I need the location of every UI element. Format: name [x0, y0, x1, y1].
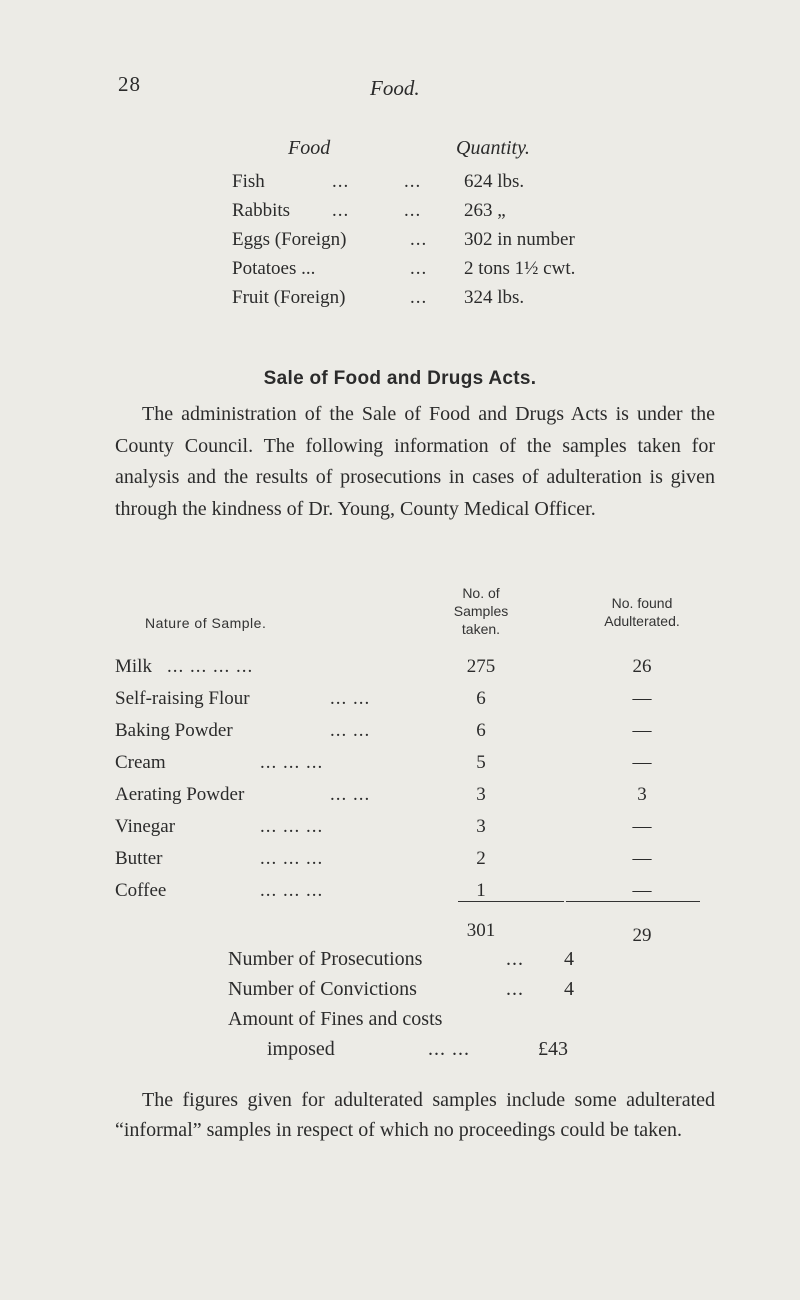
prosecutions-label: Number of Prosecutions: [228, 948, 423, 970]
leader-dots: ... ... ... ...: [167, 656, 254, 677]
running-title: Food.: [370, 76, 420, 100]
table-row: [115, 784, 715, 816]
samples-taken: 2: [476, 848, 486, 869]
prosecution-summary: [228, 948, 628, 1068]
sample-name: Cream: [115, 752, 166, 773]
leader-dots: ... ... ...: [260, 848, 324, 869]
col-adulterated-header: No. found Adulterated.: [604, 595, 680, 629]
total-samples-taken: 301: [466, 920, 496, 941]
sample-name: Vinegar: [115, 816, 176, 837]
leader-dots: ... ...: [428, 1038, 470, 1060]
table-row: [115, 688, 715, 720]
table-row: [115, 880, 715, 912]
footnote: The figures given for adulterated samples include some adulterated “informal” samples in respect of which no proceedings could be taken.: [115, 1089, 715, 1141]
leader-dots: ...: [332, 200, 350, 221]
leader-dots: ... ... ...: [260, 880, 324, 901]
food-quantity-table: [232, 135, 692, 316]
convictions-label: Number of Convictions: [228, 978, 417, 1000]
total-rule-adulterated: [566, 901, 700, 902]
samples-taken: 3: [476, 816, 486, 837]
col-nature-header: Nature of Sample.: [145, 615, 267, 631]
sample-name: Milk: [115, 656, 152, 677]
fines-imposed-label: imposed: [267, 1038, 335, 1060]
leader-dots: ...: [332, 171, 350, 192]
food-name: Eggs (Foreign): [232, 229, 347, 250]
col-taken-header: No. of Samples taken.: [453, 585, 509, 637]
fines-row: [228, 1008, 628, 1038]
leader-dots: ... ...: [330, 784, 371, 805]
samples-taken: 6: [476, 720, 486, 741]
leader-dots: ... ... ...: [260, 752, 324, 773]
samples-adulterated: —: [632, 880, 652, 901]
table-row: [232, 200, 692, 229]
section-title: Sale of Food and Drugs Acts.: [263, 368, 537, 389]
page-number: 28: [118, 72, 141, 96]
col-quantity-header: Quantity.: [456, 137, 530, 159]
table-row: [115, 752, 715, 784]
food-table-header: [232, 135, 692, 171]
food-quantity: 324 lbs.: [464, 287, 525, 308]
leader-dots: ... ...: [330, 720, 371, 741]
food-quantity: 2 tons 1½ cwt.: [464, 258, 576, 279]
food-name: Potatoes ...: [232, 258, 316, 279]
prosecutions-row: [228, 948, 628, 978]
leader-dots: ...: [506, 948, 524, 970]
samples-adulterated: —: [632, 720, 652, 741]
samples-adulterated: 3: [637, 784, 647, 805]
leader-dots: ...: [506, 978, 524, 1000]
table-row: [115, 656, 715, 688]
samples-adulterated: —: [632, 688, 652, 709]
leader-dots: ...: [410, 287, 428, 308]
food-name: Rabbits: [232, 200, 291, 221]
sample-name: Self-raising Flour: [115, 688, 250, 709]
table-row: [115, 848, 715, 880]
sample-name: Butter: [115, 848, 163, 869]
samples-taken: 1: [476, 880, 486, 901]
leader-dots: ...: [404, 200, 422, 221]
samples-adulterated: —: [632, 816, 652, 837]
table-row: [232, 171, 692, 200]
sample-name: Coffee: [115, 880, 167, 901]
total-rule-taken: [458, 901, 564, 902]
food-quantity: 302 in number: [464, 229, 575, 250]
samples-table: [115, 584, 715, 912]
fines-label: Amount of Fines and costs: [228, 1008, 443, 1030]
samples-taken: 6: [476, 688, 486, 709]
leader-dots: ... ... ...: [260, 816, 324, 837]
intro-paragraph: The administration of the Sale of Food and Drugs Acts is under the County Council. The following information of the samples taken for analysis and the results of prosecutions in cases of adulteration is given through the kindness of Dr. Young, County Medical Officer.: [115, 403, 715, 520]
samples-adulterated: —: [632, 752, 652, 773]
sample-name: Aerating Powder: [115, 784, 245, 805]
leader-dots: ...: [410, 229, 428, 250]
prosecutions-value: 4: [564, 948, 574, 970]
samples-adulterated: —: [632, 848, 652, 869]
food-quantity: 624 lbs.: [464, 171, 525, 192]
leader-dots: ...: [410, 258, 428, 279]
table-row: [232, 258, 692, 287]
fines-value: £43: [538, 1038, 568, 1060]
sample-name: Baking Powder: [115, 720, 233, 741]
food-quantity: 263 „: [464, 200, 506, 221]
food-name: Fruit (Foreign): [232, 287, 346, 308]
table-row: [115, 720, 715, 752]
convictions-value: 4: [564, 978, 574, 1000]
samples-table-header: [115, 584, 715, 656]
convictions-row: [228, 978, 628, 1008]
table-row: [115, 816, 715, 848]
fines-imposed-row: [228, 1038, 628, 1068]
samples-taken: 5: [476, 752, 486, 773]
samples-taken: 3: [476, 784, 486, 805]
food-name: Fish: [232, 171, 265, 192]
samples-taken: 275: [466, 656, 496, 677]
leader-dots: ... ...: [330, 688, 371, 709]
total-samples-adulterated: 29: [632, 925, 652, 946]
leader-dots: ...: [404, 171, 422, 192]
table-row: [232, 287, 692, 316]
col-food-header: Food: [288, 137, 331, 159]
table-row: [232, 229, 692, 258]
samples-adulterated: 26: [632, 656, 652, 677]
